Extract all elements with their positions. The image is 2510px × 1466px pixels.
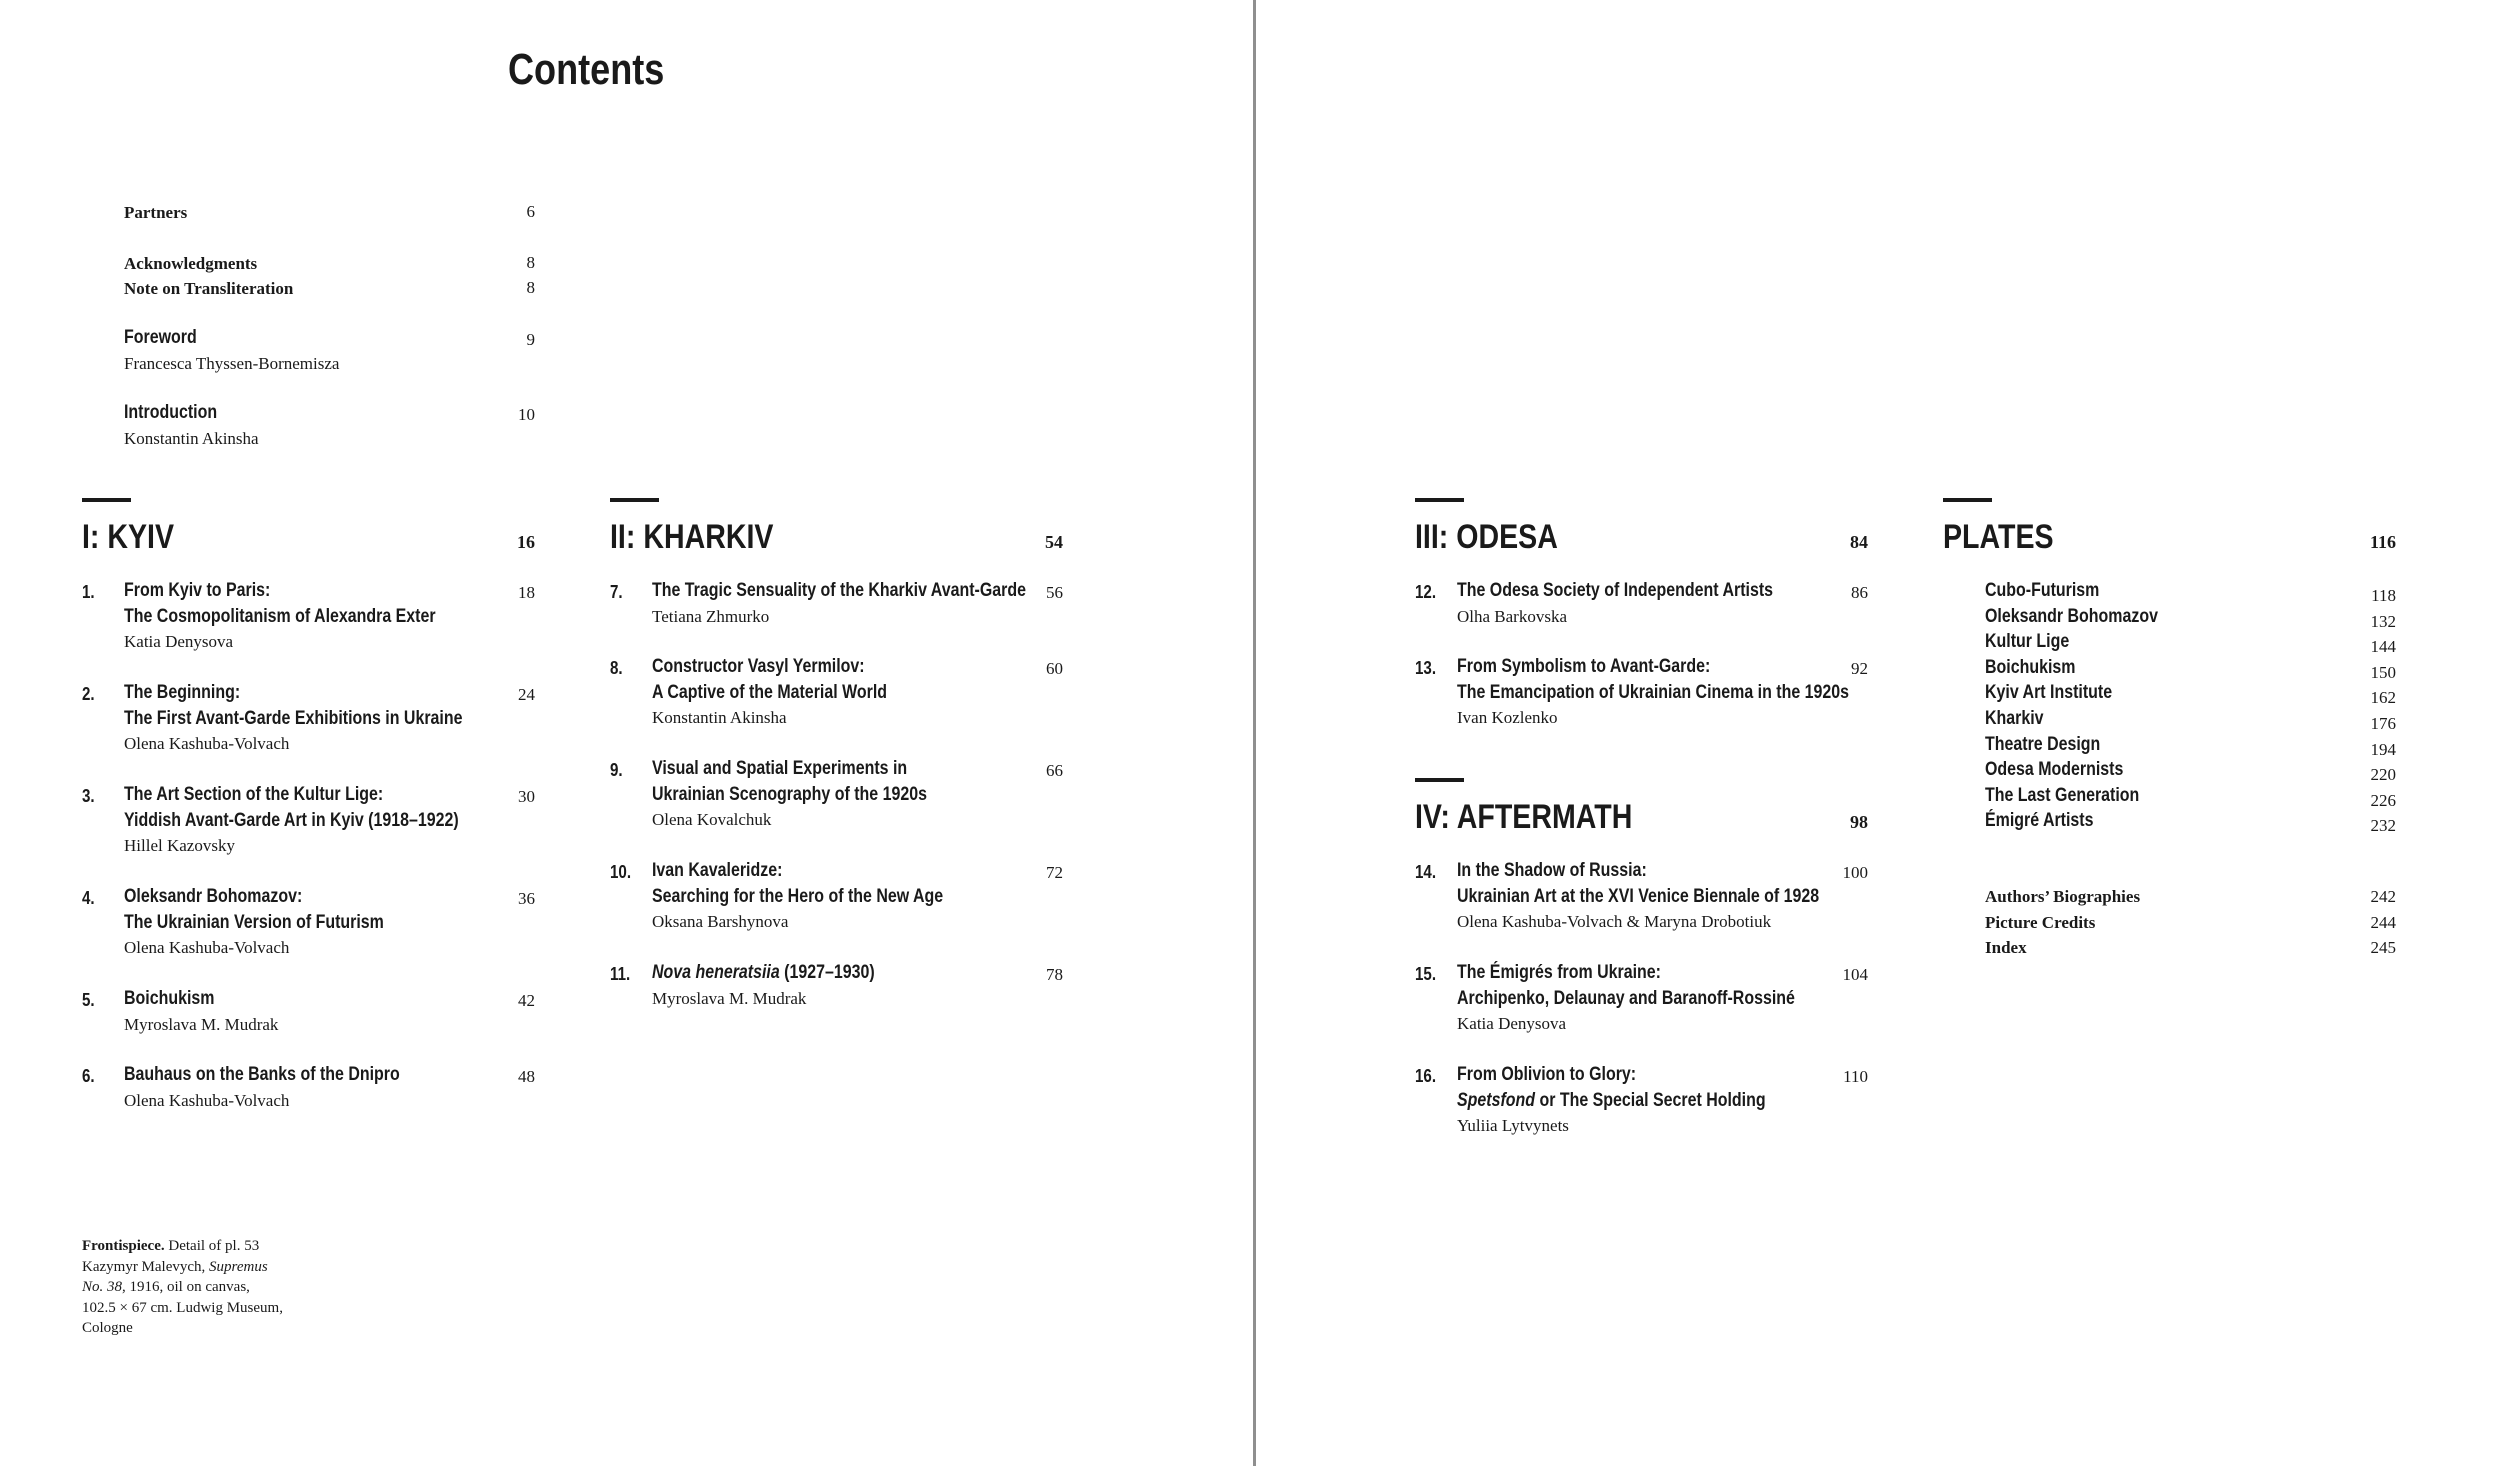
entry-title-line: Boichukism [124,988,215,1009]
back-item-index[interactable]: Index [1985,938,2027,958]
front-item-author: Konstantin Akinsha [124,428,259,448]
entry-page-number: 60 [1046,659,1063,678]
plate-page-number: 226 [2370,790,2396,810]
plate-item-title[interactable]: Kyiv Art Institute [1985,682,2113,704]
entry-author: Olha Barkovska [1457,606,1568,626]
entry-number: 6. [82,1066,95,1086]
section-title-plates: PLATES [1943,518,2054,556]
plate-page-number: 132 [2370,611,2396,631]
front-item-title: Introduction [124,402,218,423]
toc-entry-4[interactable] [124,884,433,961]
section-page-number: 116 [2369,532,2396,552]
entry-title-line: Ukrainian Scenography of the 1920s [652,783,927,805]
back-item-biographies[interactable]: Authors’ Biographies [1985,887,2141,906]
entry-author: Olena Kovalchuk [652,810,772,830]
section-title-odesa: III: ODESA [1415,518,1558,556]
entry-title-line: Archipenko, Delaunay and Baranoff-Rossiné [1457,987,1795,1009]
section-page-number: 84 [1850,532,1868,552]
entry-title-line: Ivan Kavaleridze: [652,860,783,881]
entry-author: Olena Kashuba-Volvach [124,734,290,754]
front-page-number: 8 [526,253,535,272]
entry-author: Ivan Kozlenko [1457,708,1558,728]
entry-number: 9. [610,760,623,780]
plate-item-title[interactable]: Oleksandr Bohomazov [1985,605,2158,627]
entry-page-number: 92 [1851,659,1868,678]
caption-line-2 [82,1257,312,1278]
toc-entry-1[interactable] [124,578,495,655]
section-rule [610,498,659,502]
entry-title-rest: (1927–1930) [779,962,875,983]
entry-title-line: From Symbolism to Avant-Garde: [1457,656,1711,677]
entry-title-line: Oleksandr Bohomazov: [124,886,303,907]
back-page-number: 245 [2370,938,2396,958]
entry-title-line: The Tragic Sensuality of the Kharkiv Avant-Garde [652,580,1026,601]
entry-number: 11. [610,964,631,984]
entry-title-line: The Odesa Society of Independent Artists [1457,580,1774,601]
entry-page-number: 110 [1843,1067,1868,1086]
plate-page-number: 176 [2370,713,2396,733]
caption-line-3 [82,1277,312,1298]
caption-line-5: Cologne [82,1320,133,1336]
back-page-number: 244 [2370,912,2396,932]
front-item-author: Francesca Thyssen-Bornemisza [124,353,340,373]
plate-item-title[interactable]: Cubo-Futurism [1985,580,2100,601]
entry-title-line: The First Avant-Garde Exhibitions in Ukraine [124,707,463,729]
entry-title-line: The Beginning: [124,682,241,703]
front-item-acknowledgments[interactable] [124,251,257,277]
front-item-partners[interactable] [124,200,187,226]
entry-author: Konstantin Akinsha [652,708,787,728]
toc-entry-10[interactable] [652,858,999,935]
entry-title-line: Yiddish Avant-Garde Art in Kyiv (1918–1922) [124,809,459,831]
entry-page-number: 66 [1046,761,1063,780]
section-rule [1415,778,1464,782]
entry-title-italic: Nova heneratsiia [652,962,780,983]
entry-title-italic: Spetsfond [1457,1089,1536,1111]
toc-entry-5[interactable] [124,986,278,1037]
entry-author: Olena Kashuba-Volvach & Maryna Drobotiuk [1457,912,1772,932]
front-item-transliteration[interactable] [124,276,293,302]
entry-page-number: 100 [1842,863,1868,882]
caption-line-1 [82,1236,312,1257]
entry-page-number: 56 [1046,583,1063,602]
entry-number: 13. [1415,658,1437,678]
plate-page-number: 220 [2370,765,2396,785]
entry-author: Oksana Barshynova [652,912,789,932]
page-title: Contents [508,45,665,94]
entry-title-line: Bauhaus on the Banks of the Dnipro [124,1064,400,1085]
entry-number: 8. [610,658,623,678]
caption-line-4: 102.5 × 67 cm. Ludwig Museum, [82,1299,283,1316]
plate-item-title[interactable]: Émigré Artists [1985,810,2094,832]
entry-title-line: The Emancipation of Ukrainian Cinema in the 1920s [1457,681,1850,703]
front-page-number: 6 [526,202,535,221]
caption-text: Detail of pl. 53 [164,1238,260,1254]
plate-page-number: 118 [2371,586,2396,605]
entry-title-line: A Captive of the Material World [652,681,888,703]
plate-item-title[interactable]: The Last Generation [1985,784,2140,806]
entry-title-line [652,960,875,986]
entry-title-line: In the Shadow of Russia: [1457,860,1647,881]
caption-label: Frontispiece. [82,1238,165,1254]
plate-page-number: 194 [2370,739,2396,759]
entry-title-line: The Cosmopolitanism of Alexandra Exter [124,605,436,627]
plate-page-number: 232 [2370,816,2396,836]
plate-page-number: 162 [2370,688,2396,708]
entry-page-number: 48 [518,1067,535,1086]
toc-entry-2[interactable] [124,680,527,757]
toc-entry-6[interactable] [124,1062,452,1113]
plates-list [1985,578,2191,834]
entry-page-number: 78 [1046,965,1063,984]
front-item-introduction[interactable] [124,400,259,451]
entry-page-number: 18 [518,583,535,602]
entry-title-line: From Kyiv to Paris: [124,580,271,601]
entry-page-number: 30 [518,787,535,806]
entry-page-number: 72 [1046,863,1063,882]
section-title-kyiv: I: KYIV [82,518,175,556]
entry-number: 7. [610,582,623,602]
front-item-title: Foreword [124,327,197,348]
entry-author: Olena Kashuba-Volvach [124,1090,290,1110]
section-title-kharkiv: II: KHARKIV [610,518,774,556]
back-matter-list [1985,884,2140,961]
toc-entry-3[interactable] [124,782,522,859]
entry-title-line: Searching for the Hero of the New Age [652,885,944,907]
frontispiece-caption [82,1236,312,1339]
entry-title-line: From Oblivion to Glory: [1457,1064,1637,1085]
entry-page-number: 86 [1851,583,1868,602]
section-page-number: 16 [517,532,535,552]
front-item-foreword[interactable] [124,325,339,376]
toc-entry-11[interactable] [652,960,917,1011]
plates-page-numbers [2336,583,2396,839]
plate-item-title[interactable]: Theatre Design [1985,733,2101,755]
toc-entry-9[interactable] [652,756,979,833]
entry-author: Yuliia Lytvynets [1457,1116,1569,1136]
entry-author: Katia Denysova [1457,1014,1567,1034]
caption-artwork-title: No. 38 [82,1279,123,1295]
entry-title-line: The Ukrainian Version of Futurism [124,911,384,933]
entry-number: 16. [1415,1066,1437,1086]
front-page-number: 10 [518,405,535,424]
plate-page-number: 150 [2370,662,2396,682]
entry-number: 14. [1415,862,1437,882]
section-page-number: 54 [1045,532,1063,552]
front-item-title: Acknowledgments [124,254,258,273]
entry-title-line: Ukrainian Art at the XVI Venice Biennale of 1928 [1457,885,1820,907]
plate-item-title[interactable]: Odesa Modernists [1985,759,2124,781]
page-spine [1253,0,1256,1466]
entry-title-line: The Art Section of the Kultur Lige: [124,784,384,805]
entry-author: Myroslava M. Mudrak [652,988,807,1008]
caption-text: , 1916, oil on canvas, [122,1279,250,1295]
front-item-title: Partners [124,203,188,222]
front-item-title: Note on Transliteration [124,279,294,298]
section-rule [82,498,131,502]
entry-author: Myroslava M. Mudrak [124,1014,279,1034]
entry-title-line: Constructor Vasyl Yermilov: [652,656,865,677]
toc-entry-12[interactable] [1457,578,1833,629]
entry-author: Hillel Kazovsky [124,836,235,856]
front-page-number: 9 [526,330,535,349]
entry-page-number: 104 [1842,965,1868,984]
section-title-aftermath: IV: AFTERMATH [1415,798,1633,836]
toc-entry-15[interactable] [1457,960,1859,1037]
entry-title-line: Visual and Spatial Experiments in [652,758,908,779]
entry-author: Katia Denysova [124,632,234,652]
entry-number: 2. [82,684,95,704]
entry-number: 15. [1415,964,1437,984]
entry-number: 10. [610,862,632,882]
entry-number: 5. [82,990,95,1010]
entry-number: 3. [82,786,95,806]
entry-number: 1. [82,582,95,602]
section-rule [1943,498,1992,502]
back-page-number: 242 [2370,887,2396,906]
entry-title-line [1457,1088,1766,1114]
caption-text: Kazymyr Malevych, [82,1258,210,1275]
back-item-picture-credits[interactable]: Picture Credits [1985,912,2096,932]
plate-item-title[interactable]: Kultur Lige [1985,631,2070,653]
entry-title-rest: or The Special Secret Holding [1535,1089,1766,1111]
entry-page-number: 24 [518,685,535,704]
toc-entry-16[interactable] [1457,1062,1824,1139]
plate-page-number: 144 [2370,637,2396,657]
entry-number: 12. [1415,582,1437,602]
entry-author: Olena Kashuba-Volvach [124,938,290,958]
plate-item-title[interactable]: Boichukism [1985,656,2076,678]
section-page-number: 98 [1850,812,1868,832]
entry-title-line: The Émigrés from Ukraine: [1457,962,1661,983]
entry-number: 4. [82,888,95,908]
plate-item-title[interactable]: Kharkiv [1985,707,2044,729]
caption-artwork-title: Supremus [209,1258,268,1275]
back-matter-page-numbers [2336,884,2396,961]
toc-entry-8[interactable] [652,654,932,731]
front-page-number: 8 [526,278,535,297]
section-rule [1415,498,1464,502]
entry-author: Tetiana Zhmurko [652,606,770,626]
entry-page-number: 36 [518,889,535,908]
entry-page-number: 42 [518,991,535,1010]
